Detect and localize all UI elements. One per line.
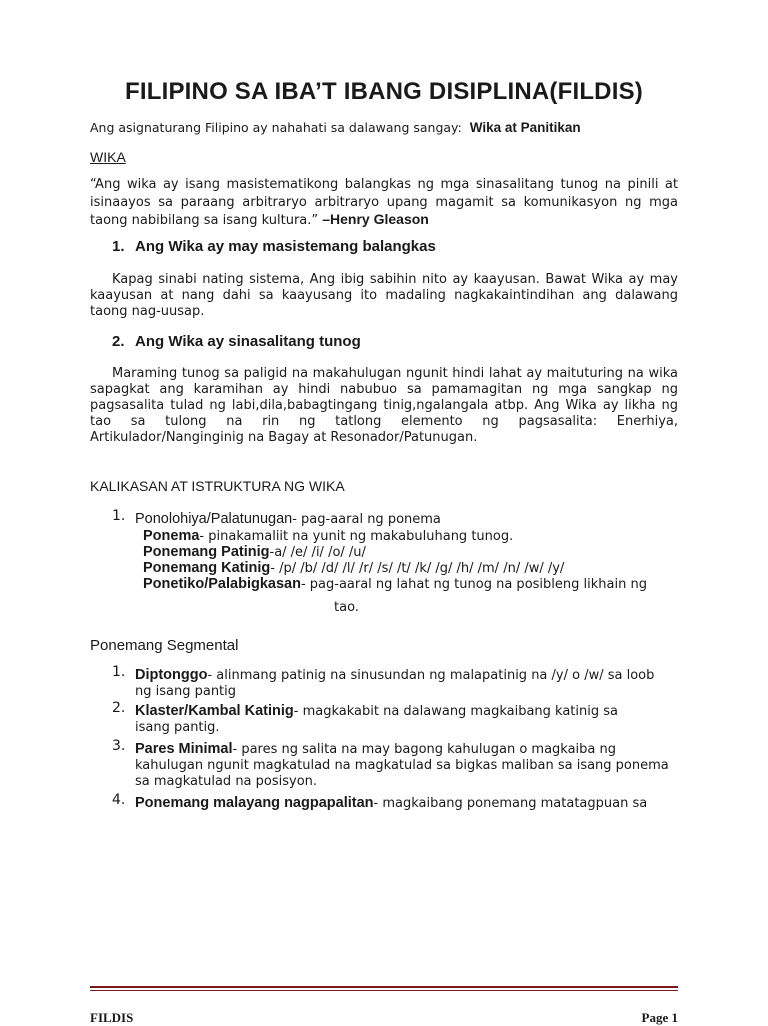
- ponolohiya-list: [112, 508, 678, 618]
- point1-body-block: [90, 272, 678, 320]
- ponolohiya-number: 1.: [112, 508, 126, 524]
- ponema-def: - pinakamaliit na yunit ng makabuluhang tunog.: [199, 529, 514, 544]
- segmental-line2-1: ng isang pantig: [135, 684, 237, 699]
- footer-rule-thick: [90, 986, 678, 988]
- ponetiko-continuation-text: tao.: [334, 600, 359, 615]
- segmental-line1-4: - magkaibang ponemang matatagpuan sa: [373, 796, 648, 811]
- segmental-line1-1: - alinmang patinig na sinusundan ng malapatinig na /y/ o /w/ sa loob: [207, 668, 655, 683]
- footer-label: FILDIS: [90, 1010, 134, 1025]
- katinig-def: - /p/ /b/ /d/ /l/ /r/ /s/ /t/ /k/ /g/ /h/ /m/ /n/ /w/ /y/: [270, 561, 565, 576]
- ponetiko-row: [143, 573, 678, 593]
- wika-heading: WIKA: [90, 149, 126, 165]
- point2-number: 2.: [112, 333, 125, 350]
- segmental-number-2: 2.: [112, 700, 126, 716]
- kalikasan-heading: KALIKASAN AT ISTRUKTURA NG WIKA: [90, 478, 345, 494]
- patinig-def: -a/ /e/ /i/ /o/ /u/: [269, 545, 366, 560]
- segmental-line1-2: - magkakabit na dalawang magkaibang katinig sa: [293, 704, 618, 719]
- segmental-line3-3: sa magkatulad na posisyon.: [135, 774, 318, 789]
- segmental-section: [90, 637, 678, 654]
- point2-heading: Ang Wika ay sinasalitang tunog: [135, 333, 361, 350]
- point1-body: Kapag sinabi nating sistema, Ang ibig sabihin nito ay kaayusan. Bawat Wika ay may kaayusan at nang dahi sa kaayusang ito madaling nagkakaintindihan ang dalawang taong nag-uusap.: [90, 272, 678, 319]
- document-title: FILIPINO SA IBA’T IBANG DISIPLINA(FILDIS): [125, 78, 643, 105]
- quote-author: –Henry Gleason: [322, 211, 429, 227]
- quote-text: “Ang wika ay isang masistematikong balangkas ng mga sinasalitang tunog na pinili at isinaayos sa paraang arbitraryo arbitraryo upang magamit sa komunikasyon ng mga taong nabibilang sa isang kultura.”: [90, 177, 678, 228]
- point1-heading: Ang Wika ay may masistemang balangkas: [135, 238, 436, 255]
- footer-rule-thin: [90, 990, 678, 991]
- point2-heading-row: [112, 333, 678, 353]
- intro-paragraph: [90, 120, 678, 136]
- segmental-number-1: 1.: [112, 664, 126, 680]
- ponetiko-def: - pag-aaral ng lahat ng tunog na posibleng likhain ng: [300, 577, 647, 592]
- segmental-term-3: Pares Minimal: [135, 741, 233, 757]
- segmental-term-1: Diptonggo: [135, 667, 208, 683]
- segmental-heading: Ponemang Segmental: [90, 637, 239, 654]
- point1-heading-row: [112, 238, 678, 258]
- intro-text: Ang asignaturang Filipino ay nahahati sa dalawang sangay:: [90, 120, 462, 135]
- segmental-number-3: 3.: [112, 738, 126, 754]
- ponetiko-continuation: [334, 596, 678, 616]
- page-number: Page 1: [641, 1010, 678, 1025]
- ponema-term: Ponema: [143, 528, 200, 544]
- segmental-term-4: Ponemang malayang nagpapalitan: [135, 795, 374, 811]
- segmental-list: [112, 664, 678, 814]
- ponolohiya-term: Ponolohiya/Palatunugan: [135, 511, 293, 527]
- quote-block: [90, 176, 678, 230]
- segmental-number-4: 4.: [112, 792, 126, 808]
- segmental-line2-3: kahulugan ngunit magkatulad na magkatulad sa bigkas maliban sa isang ponema: [135, 758, 669, 773]
- patinig-term: Ponemang Patinig: [143, 544, 270, 560]
- ponetiko-term: Ponetiko/Palabigkasan: [143, 576, 301, 592]
- point2-body-block: [90, 366, 678, 446]
- point2-body: Maraming tunog sa paligid na makahulugan ngunit hindi lahat ay maituturing na wika sapagkat ang karamihan ay hindi nabubuo sa pamamagitan ng mga sangkap ng pagsasalita tulad ng labi,dila,babagtingang tinig,ngalangala atbp. Ang Wika ay likha ng tao sa tulong na rin ng tatlong elemento ng pagsasalita: Enerhiya, Artikulador/Nanginginig na Bagay at Resonador/Patunugan.: [90, 366, 678, 445]
- intro-bold: Wika at Panitikan: [469, 120, 581, 135]
- wika-section: [90, 149, 678, 165]
- katinig-term: Ponemang Katinig: [143, 560, 271, 576]
- ponolohiya-def: - pag-aaral ng ponema: [292, 512, 441, 527]
- kalikasan-section: [90, 478, 678, 494]
- point1-number: 1.: [112, 238, 125, 255]
- segmental-line1-3: - pares ng salita na may bagong kahulugan o magkaiba ng: [232, 742, 617, 757]
- segmental-term-2: Klaster/Kambal Katinig: [135, 703, 294, 719]
- segmental-line2-2: isang pantig.: [135, 720, 220, 735]
